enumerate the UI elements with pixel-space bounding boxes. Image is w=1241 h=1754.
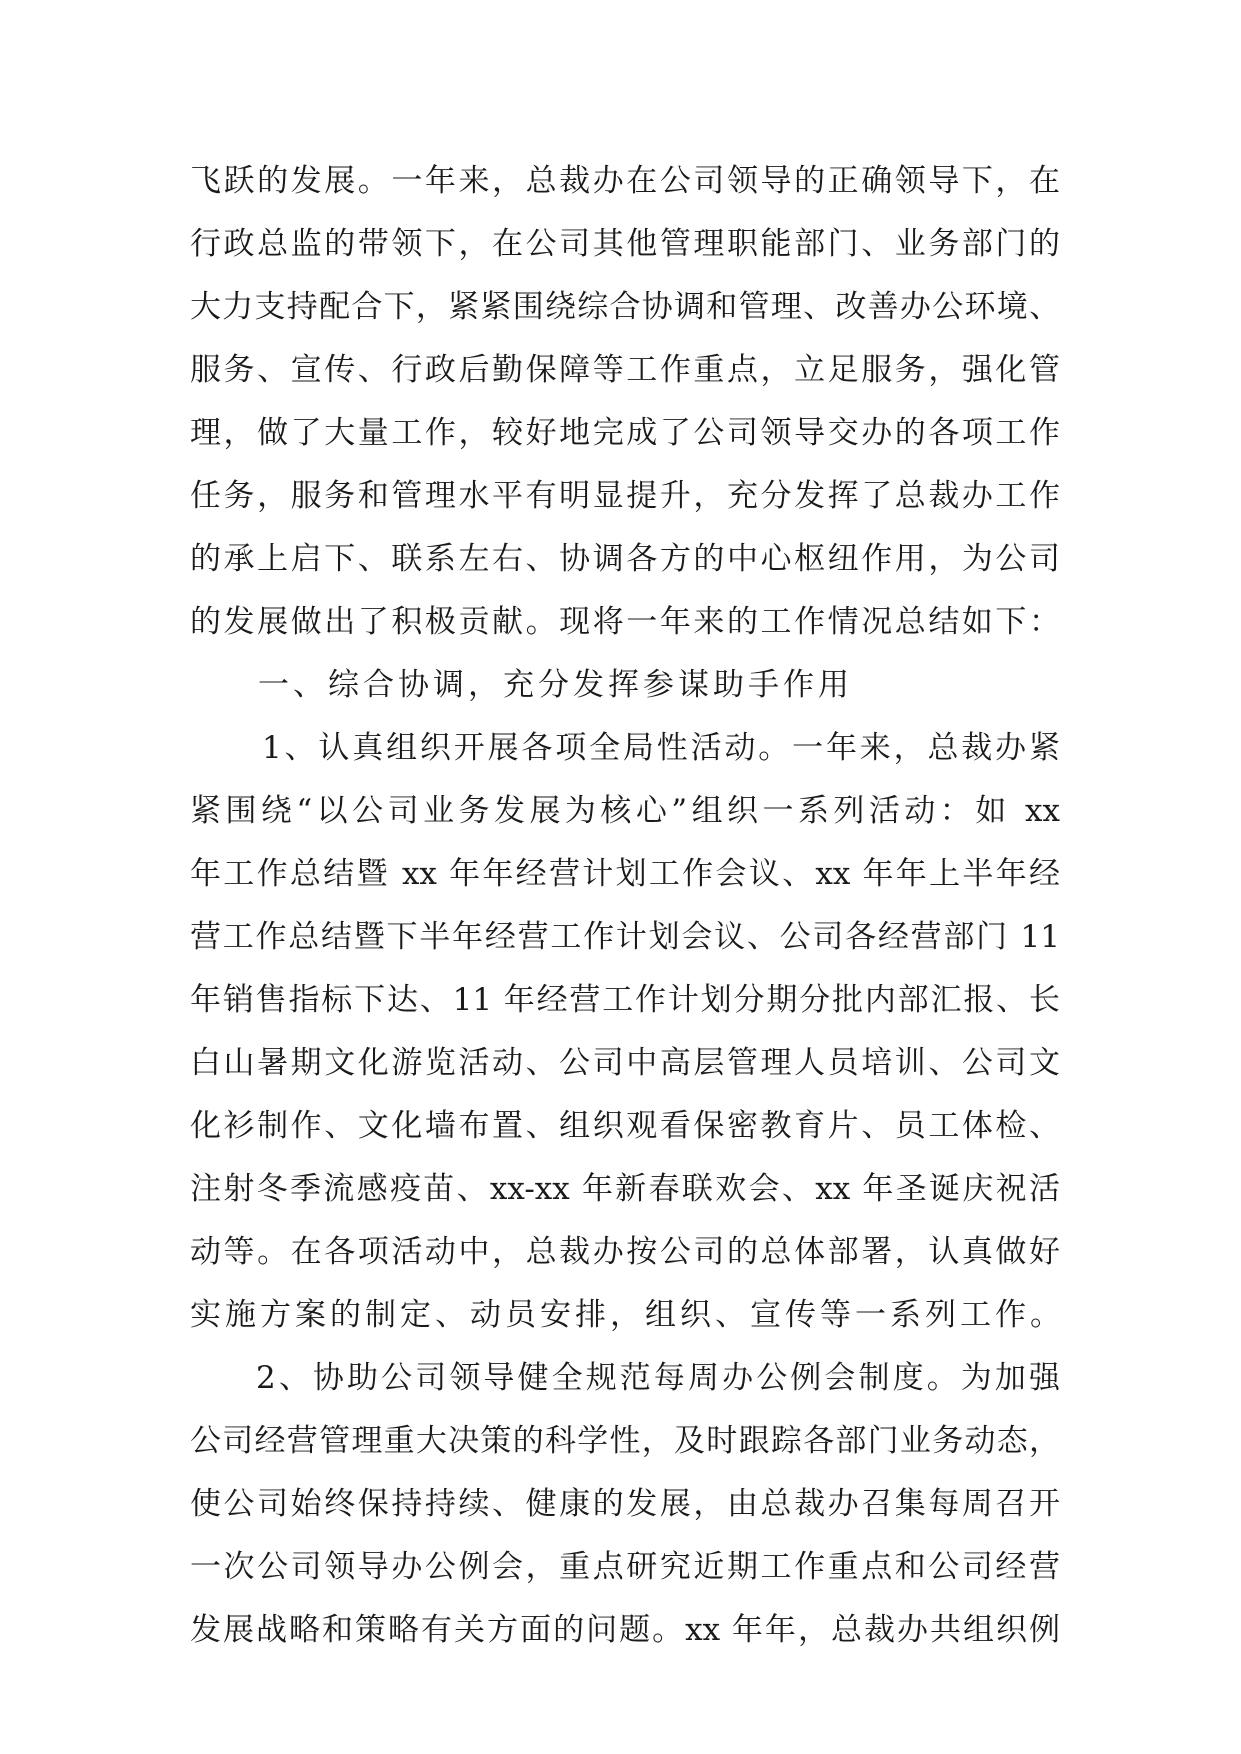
- text-line: 使公司始终保持持续、健康的发展，由总裁办召集每周召开: [190, 1486, 1060, 1522]
- paragraph-intro: [190, 150, 1060, 654]
- text-line: 行政总监的带领下，在公司其他管理职能部门、业务部门的: [190, 226, 1060, 262]
- text-line: 理，做了大量工作，较好地完成了公司领导交办的各项工作: [190, 415, 1060, 451]
- text-line: 飞跃的发展。一年来，总裁办在公司领导的正确领导下，在: [190, 163, 1060, 199]
- text-line: 营工作总结暨下半年经营工作计划会议、公司各经营部门 11: [190, 919, 1060, 955]
- text-line: 大力支持配合下，紧紧围绕综合协调和管理、改善办公环境、: [190, 289, 1060, 325]
- text-line: 发展战略和策略有关方面的问题。xx 年年，总裁办共组织例: [190, 1612, 1060, 1648]
- text-line: 动等。在各项活动中，总裁办按公司的总体部署，认真做好: [190, 1234, 1060, 1270]
- text-line: 服务、宣传、行政后勤保障等工作重点，立足服务，强化管: [190, 352, 1060, 388]
- text-line: 紧围绕“以公司业务发展为核心”组织一系列活动：如 xx: [190, 793, 1060, 829]
- paragraph-item-1: [190, 717, 1065, 1347]
- document-body: [190, 150, 1065, 1662]
- text-line: 1、认真组织开展各项全局性活动。一年来，总裁办紧: [262, 730, 1060, 766]
- text-line: 任务，服务和管理水平有明显提升，充分发挥了总裁办工作: [190, 478, 1060, 514]
- text-line: 2、协助公司领导健全规范每周办公例会制度。为加强: [256, 1360, 1060, 1396]
- text-line: 公司经营管理重大决策的科学性，及时跟踪各部门业务动态，: [190, 1423, 1060, 1459]
- text-line: 的承上启下、联系左右、协调各方的中心枢纽作用，为公司: [190, 541, 1060, 577]
- text-line: 化衫制作、文化墙布置、组织观看保密教育片、员工体检、: [190, 1108, 1060, 1144]
- text-line: 实施方案的制定、动员安排，组织、宣传等一系列工作。: [190, 1297, 1065, 1333]
- section-heading: 一、综合协调，充分发挥参谋助手作用: [258, 667, 853, 703]
- text-line: 白山暑期文化游览活动、公司中高层管理人员培训、公司文: [190, 1045, 1060, 1081]
- text-line: 年工作总结暨 xx 年年经营计划工作会议、xx 年年上半年经: [190, 856, 1060, 892]
- text-line: 年销售指标下达、11 年经营工作计划分期分批内部汇报、长: [190, 982, 1060, 1018]
- text-line: 一次公司领导办公例会，重点研究近期工作重点和公司经营: [190, 1549, 1060, 1585]
- paragraph-item-2: [190, 1347, 1060, 1662]
- text-line: 的发展做出了积极贡献。现将一年来的工作情况总结如下：: [190, 604, 1060, 640]
- text-line: 注射冬季流感疫苗、xx-xx 年新春联欢会、xx 年圣诞庆祝活: [190, 1171, 1060, 1207]
